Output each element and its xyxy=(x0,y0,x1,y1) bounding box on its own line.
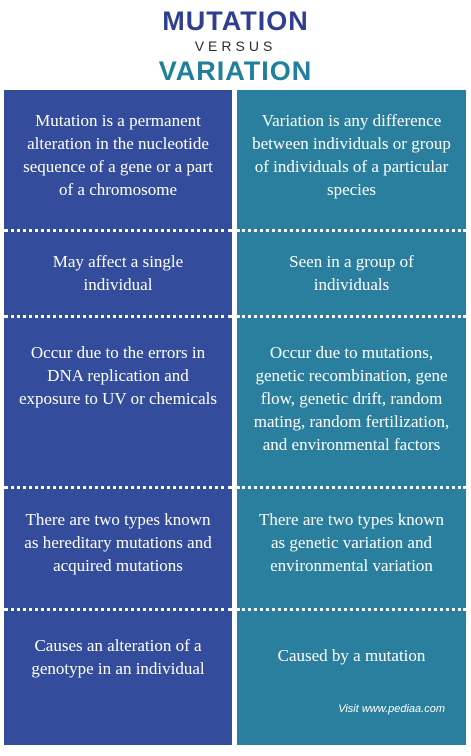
footer-credit: Visit www.pediaa.com xyxy=(338,703,445,715)
row-divider xyxy=(237,608,466,611)
row-divider xyxy=(4,608,232,611)
mutation-cell-cause: Occur due to the errors in DNA replication and exposure to UV or chemicals xyxy=(19,343,217,408)
variation-column xyxy=(237,90,466,745)
mutation-cell-types: There are two types known as hereditary mutations and acquired mutations xyxy=(24,510,212,575)
variation-cell-effect: Caused by a mutation xyxy=(277,646,426,665)
row-divider xyxy=(4,229,232,232)
title-mutation: MUTATION xyxy=(162,6,309,36)
mutation-column xyxy=(4,90,232,745)
mutation-cell-definition: Mutation is a permanent alteration in the nucleotide sequence of a gene or a part of a chromosome xyxy=(23,111,213,199)
row-divider xyxy=(237,229,466,232)
row-divider xyxy=(237,486,466,489)
variation-cell-cause: Occur due to mutations, genetic recombination, gene flow, genetic drift, random mating, random fertilization, and environmental factors xyxy=(253,343,450,454)
variation-cell-types: There are two types known as genetic variation and environmental variation xyxy=(258,510,445,575)
title-variation: VARIATION xyxy=(158,56,313,86)
mutation-cell-scope: May affect a single individual xyxy=(52,252,184,294)
row-divider xyxy=(4,486,232,489)
variation-cell-definition: Variation is any difference between individuals or group of individuals of a particular species xyxy=(252,111,451,199)
row-divider xyxy=(4,315,232,318)
title-versus: VERSUS xyxy=(194,38,277,54)
mutation-cell-effect: Causes an alteration of a genotype in an individual xyxy=(31,636,205,678)
variation-cell-scope: Seen in a group of individuals xyxy=(289,252,414,294)
infographic-header xyxy=(0,0,471,88)
row-divider xyxy=(237,315,466,318)
